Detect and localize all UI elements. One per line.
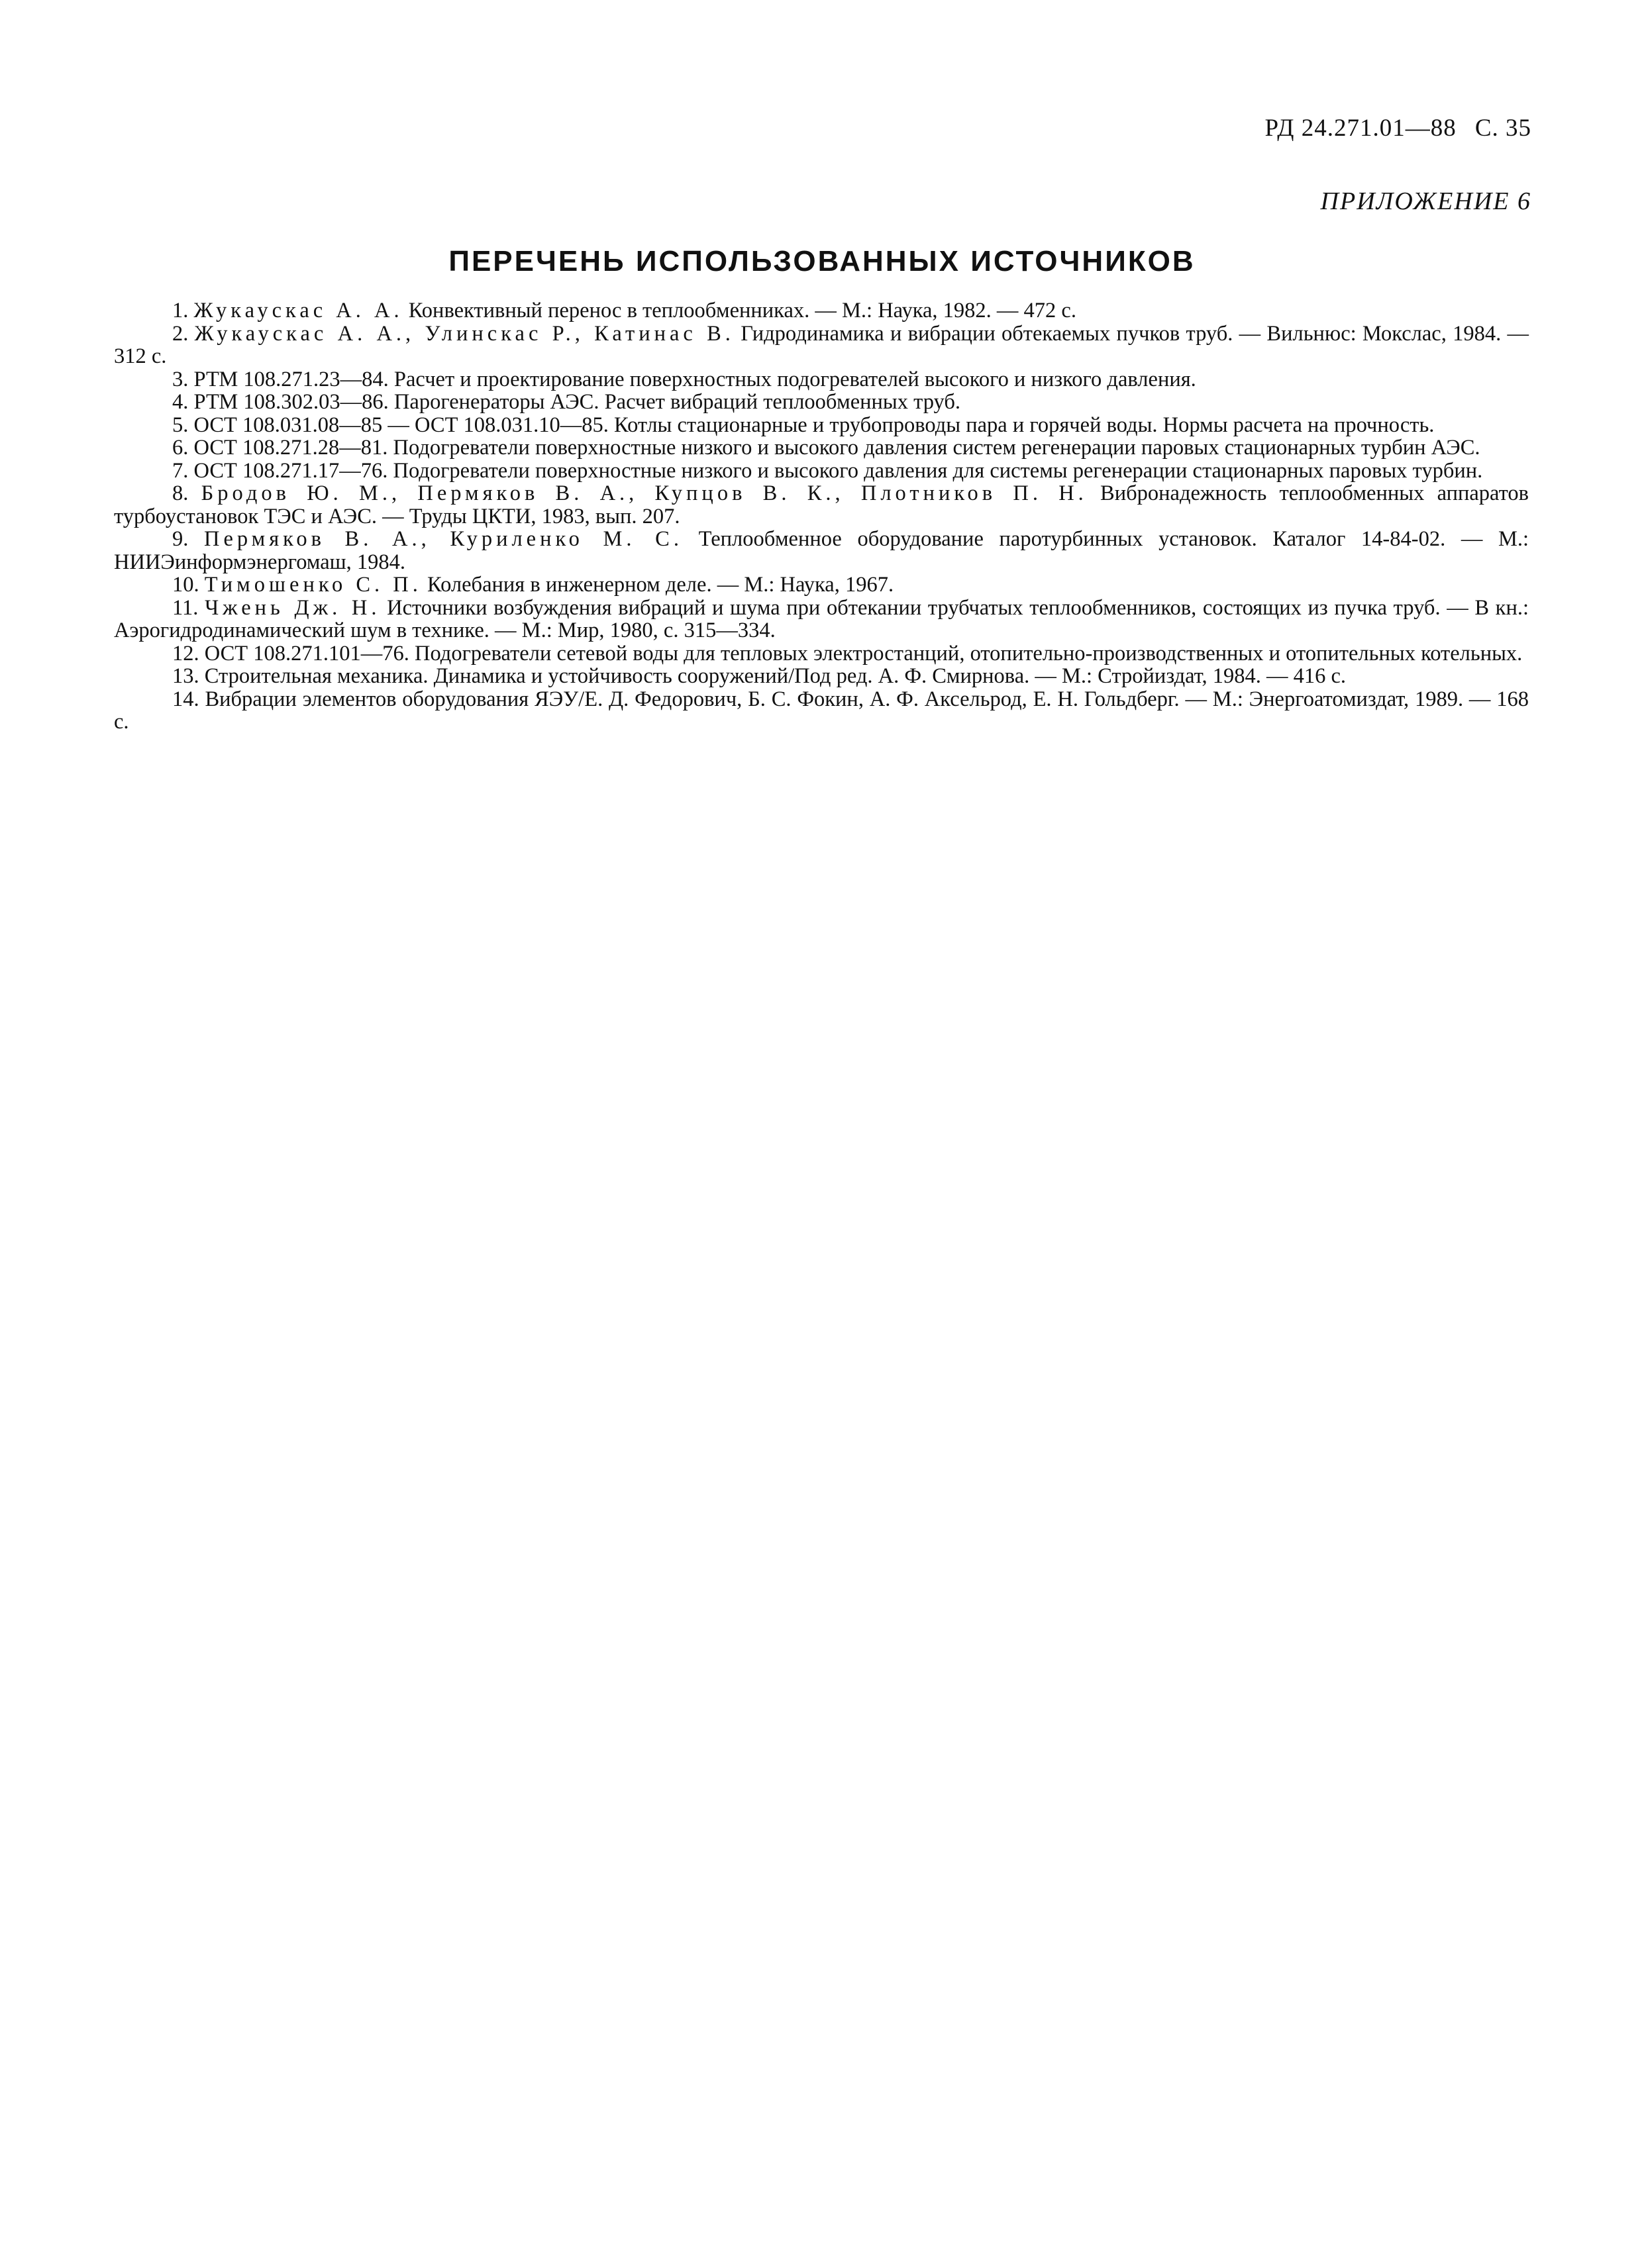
reference-text: ОСТ 108.271.101—76. Подогреватели сетевой воды для тепловых электростанций, отопительно-производственных и отопительных котельных. bbox=[204, 641, 1523, 666]
reference-item: 9. Пермяков В. А., Куриленко М. С. Теплообменное оборудование паротурбинных установок. Каталог 14-84-02. — М.: НИИЭинформэнергомаш, 1984. bbox=[114, 527, 1529, 574]
reference-item: 7. ОСТ 108.271.17—76. Подогреватели поверхностные низкого и высокого давления для системы регенерации стационарных паровых турбин. bbox=[172, 458, 1483, 483]
reference-author: Пермяков В. А., Куриленко М. С. bbox=[204, 527, 683, 551]
reference-text: Строительная механика. Динамика и устойчивость сооружений/Под ред. А. Ф. Смирнова. — М.: Стройиздат, 1984. — 416 с. bbox=[204, 664, 1346, 688]
reference-item: 12. ОСТ 108.271.101—76. Подогреватели сетевой воды для тепловых электростанций, отопительно-производственных и отопительных котельных. bbox=[172, 641, 1523, 666]
reference-item: 2. Жукаускас А. А., Улинскас Р., Катинас В. Гидродинамика и вибрации обтекаемых пучков труб. — Вильнюс: Мокслас, 1984. — 312 с. bbox=[114, 321, 1529, 368]
reference-item: 6. ОСТ 108.271.28—81. Подогреватели поверхностные низкого и высокого давления систем регенерации паровых стационарных турбин АЭС. bbox=[172, 436, 1480, 460]
reference-text: РТМ 108.271.23—84. Расчет и проектирование поверхностных подогревателей высокого и низкого давления. bbox=[193, 367, 1196, 391]
reference-text: ОСТ 108.271.17—76. Подогреватели поверхностные низкого и высокого давления для системы регенерации стационарных паровых турбин. bbox=[193, 458, 1483, 483]
reference-text: Источники возбуждения вибраций и шума при обтекании трубчатых теплообменников, состоящих из пучка труб. — В кн.: Аэрогидродинамический шум в технике. — М.: Мир, 1980, с. 315—334. bbox=[114, 595, 1529, 642]
reference-text: Колебания в инженерном деле. — М.: Наука, 1967. bbox=[427, 573, 894, 597]
appendix-label: ПРИЛОЖЕНИЕ 6 bbox=[1320, 187, 1531, 215]
reference-author: Тимошенко С. П. bbox=[204, 573, 422, 597]
reference-list bbox=[114, 299, 1529, 734]
document-code: РД 24.271.01—88 bbox=[1264, 115, 1457, 142]
reference-item: 13. Строительная механика. Динамика и устойчивость сооружений/Под ред. А. Ф. Смирнова. — М.: Стройиздат, 1984. — 416 с. bbox=[172, 664, 1346, 688]
reference-item: 3. РТМ 108.271.23—84. Расчет и проектирование поверхностных подогревателей высокого и низкого давления. bbox=[172, 367, 1196, 391]
reference-author: Чжень Дж. Н. bbox=[205, 595, 381, 620]
reference-author: Жукаускас А. А. bbox=[193, 299, 403, 322]
reference-text: Вибрации элементов оборудования ЯЭУ/Е. Д. Федорович, Б. С. Фокин, А. Ф. Аксельрод, Е. Н. Гольдберг. — М.: Энергоатомиздат, 1989. — 168 с. bbox=[114, 687, 1529, 734]
reference-text: Вибронадежность теплообменных аппаратов турбоустановок ТЭС и АЭС. — Труды ЦКТИ, 1983, вып. 207. bbox=[114, 481, 1529, 528]
page-number: С. 35 bbox=[1474, 115, 1531, 142]
reference-item: 4. РТМ 108.302.03—86. Парогенераторы АЭС. Расчет вибраций теплообменных труб. bbox=[172, 390, 961, 414]
reference-author: Бродов Ю. М., Пермяков В. А., Купцов В. К., Плотников П. Н. bbox=[201, 481, 1088, 505]
reference-text: РТМ 108.302.03—86. Парогенераторы АЭС. Расчет вибраций теплообменных труб. bbox=[193, 390, 961, 414]
reference-item: 1. Жукаускас А. А. Конвективный перенос в теплообменниках. — М.: Наука, 1982. — 472 с. bbox=[172, 299, 1076, 322]
reference-item: 14. Вибрации элементов оборудования ЯЭУ/Е. Д. Федорович, Б. С. Фокин, А. Ф. Аксельрод, Е. Н. Гольдберг. — М.: Энергоатомиздат, 1989. — 168 с. bbox=[114, 687, 1529, 734]
reference-author: Жукаускас А. А., Улинскас Р., Катинас В. bbox=[194, 321, 735, 346]
reference-text: Конвективный перенос в теплообменниках. — М.: Наука, 1982. — 472 с. bbox=[408, 299, 1076, 322]
reference-item: 8. Бродов Ю. М., Пермяков В. А., Купцов В. К., Плотников П. Н. Вибронадежность теплообменных аппаратов турбоустановок ТЭС и АЭС. — Труды ЦКТИ, 1983, вып. 207. bbox=[114, 481, 1529, 528]
reference-text: Теплообменное оборудование паротурбинных установок. Каталог 14-84-02. — М.: НИИЭинформэнергомаш, 1984. bbox=[114, 527, 1529, 574]
reference-item: 10. Тимошенко С. П. Колебания в инженерном деле. — М.: Наука, 1967. bbox=[172, 573, 894, 597]
reference-item: 11. Чжень Дж. Н. Источники возбуждения вибраций и шума при обтекании трубчатых теплообменников, состоящих из пучка труб. — В кн.: Аэрогидродинамический шум в технике. — М.: Мир, 1980, с. 315—334. bbox=[114, 595, 1529, 642]
reference-text: ОСТ 108.271.28—81. Подогреватели поверхностные низкого и высокого давления систем регенерации паровых стационарных турбин АЭС. bbox=[193, 436, 1480, 460]
reference-text: ОСТ 108.031.08—85 — ОСТ 108.031.10—85. Котлы стационарные и трубопроводы пара и горячей воды. Нормы расчета на прочность. bbox=[193, 413, 1435, 437]
reference-text: Гидродинамика и вибрации обтекаемых пучков труб. — Вильнюс: Мокслас, 1984. — 312 с. bbox=[114, 321, 1529, 368]
page-title: ПЕРЕЧЕНЬ ИСПОЛЬЗОВАННЫХ ИСТОЧНИКОВ bbox=[448, 245, 1196, 277]
running-header bbox=[1265, 114, 1531, 142]
reference-item: 5. ОСТ 108.031.08—85 — ОСТ 108.031.10—85. Котлы стационарные и трубопроводы пара и горячей воды. Нормы расчета на прочность. bbox=[172, 413, 1435, 437]
